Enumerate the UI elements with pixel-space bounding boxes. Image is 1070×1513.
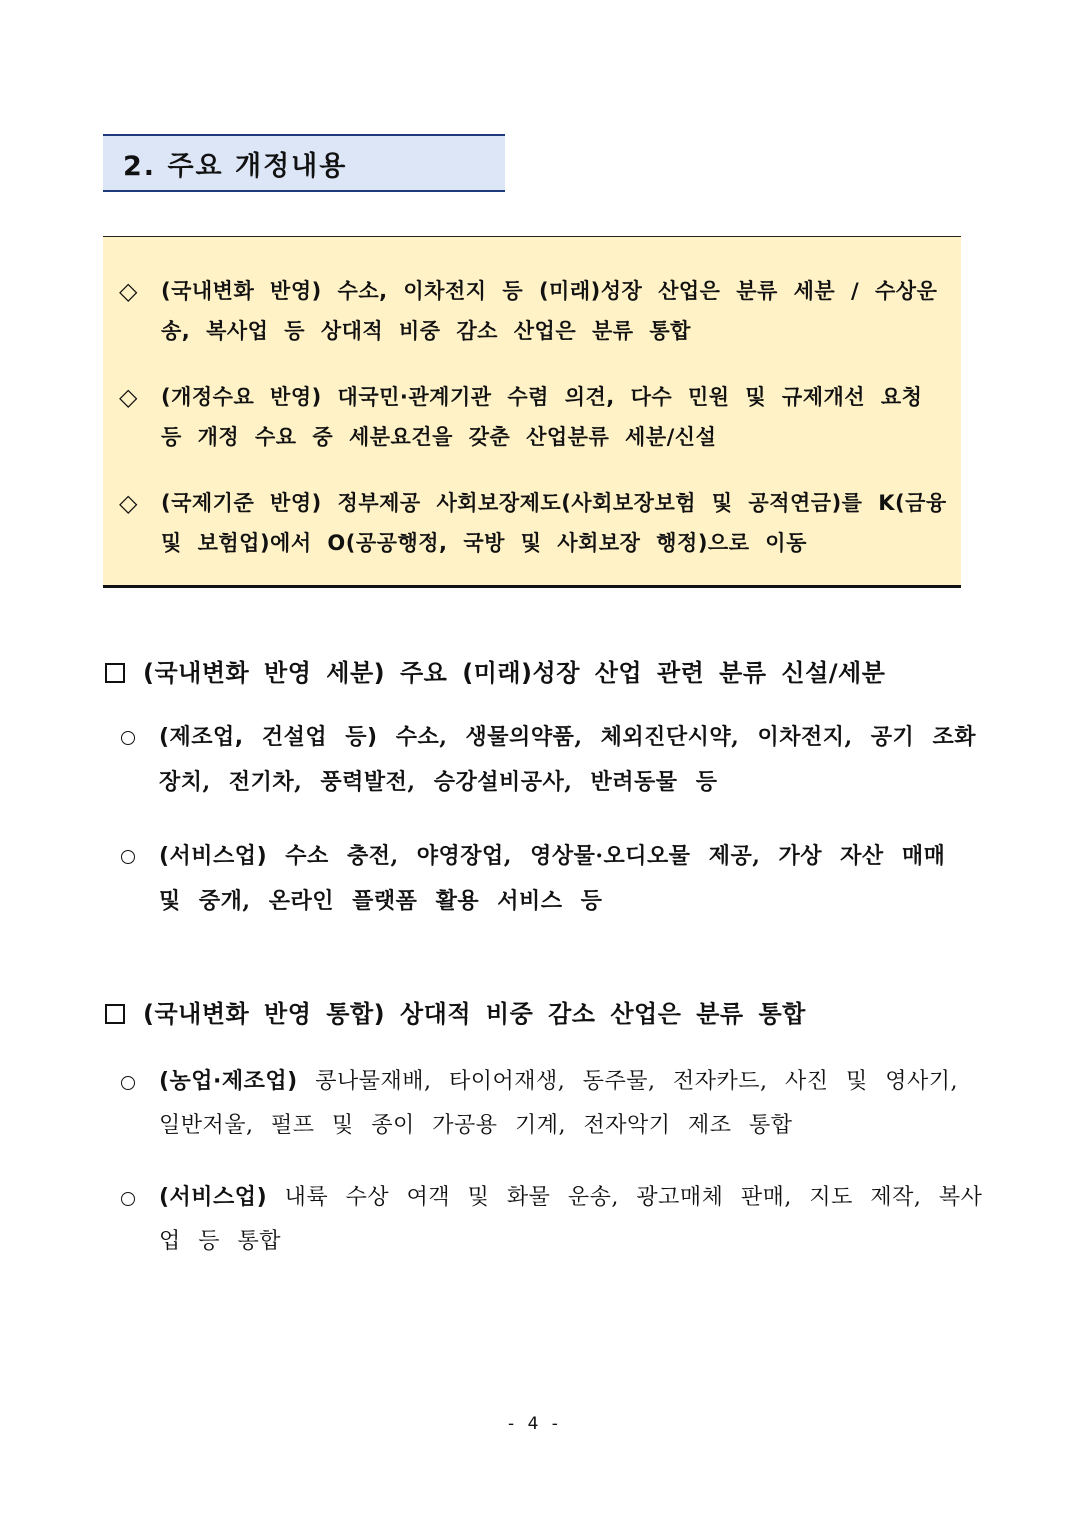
section-merge [103,996,983,1264]
circle-bullet-icon [121,731,135,745]
section-heading [103,655,983,691]
item-body: 수소, 생물의약품, 체외진단시약, 이차전지, 공기 조화장치, 전기차, 풍력발전, 승강설비공사, 반려동물 등 [159,724,976,795]
diamond-bullet-icon: ◇ [119,277,138,305]
section-heading-text: (국내변화 반영 통합) 상대적 비중 감소 산업은 분류 통합 [143,1000,806,1028]
circle-bullet-icon [121,1076,135,1090]
summary-item-2 [103,377,961,457]
summary-text: (국내변화 반영) 수소, 이차전지 등 (미래)성장 산업은 분류 세분 / 수상운송, 복사업 등 상대적 비중 감소 산업은 분류 통합 [161,279,938,343]
section-item [103,834,983,923]
diamond-bullet-icon: ◇ [119,489,138,517]
item-lead: (농업·제조업) [159,1069,298,1094]
square-bullet-icon [105,663,125,683]
summary-text: (개정수요 반영) 대국민·관계기관 수렴 의견, 다수 민원 및 규제개선 요청 등 개정 수요 중 세분요건을 갖춘 산업분류 세분/신설 [161,385,923,449]
item-body: 내륙 수상 여객 및 화물 운송, 광고매체 판매, 지도 제작, 복사업 등 통합 [159,1185,983,1254]
section-title-text: 2. 주요 개정내용 [123,150,348,182]
summary-item-3 [103,483,961,563]
summary-text: (국제기준 반영) 정부제공 사회보장제도(사회보장보험 및 공적연금)를 K(금융 및 보험업)에서 O(공공행정, 국방 및 사회보장 행정)으로 이동 [161,491,947,555]
summary-box [103,236,961,588]
section-title [103,134,505,192]
item-lead: (서비스업) [159,844,268,869]
item-lead: (제조업, 건설업 등) [159,725,378,750]
square-bullet-icon [105,1004,125,1024]
summary-item-1 [103,271,961,351]
item-lead: (서비스업) [159,1185,268,1210]
item-body: 콩나물재배, 타이어재생, 동주물, 전자카드, 사진 및 영사기, 일반저울, 펄프 및 종이 가공용 기계, 전자악기 제조 통합 [159,1069,958,1138]
diamond-bullet-icon: ◇ [119,383,138,411]
section-heading-text: (국내변화 반영 세분) 주요 (미래)성장 산업 관련 분류 신설/세분 [143,659,886,687]
section-item [103,1176,983,1264]
section-heading [103,996,983,1032]
section-subdivision [103,655,983,923]
section-item [103,1060,983,1148]
circle-bullet-icon [121,850,135,864]
circle-bullet-icon [121,1192,135,1206]
item-body: 수소 충전, 야영장업, 영상물·오디오물 제공, 가상 자산 매매 및 중개, 온라인 플랫폼 활용 서비스 등 [159,843,946,914]
section-item [103,715,983,804]
page-number: - 4 - [508,1414,562,1434]
